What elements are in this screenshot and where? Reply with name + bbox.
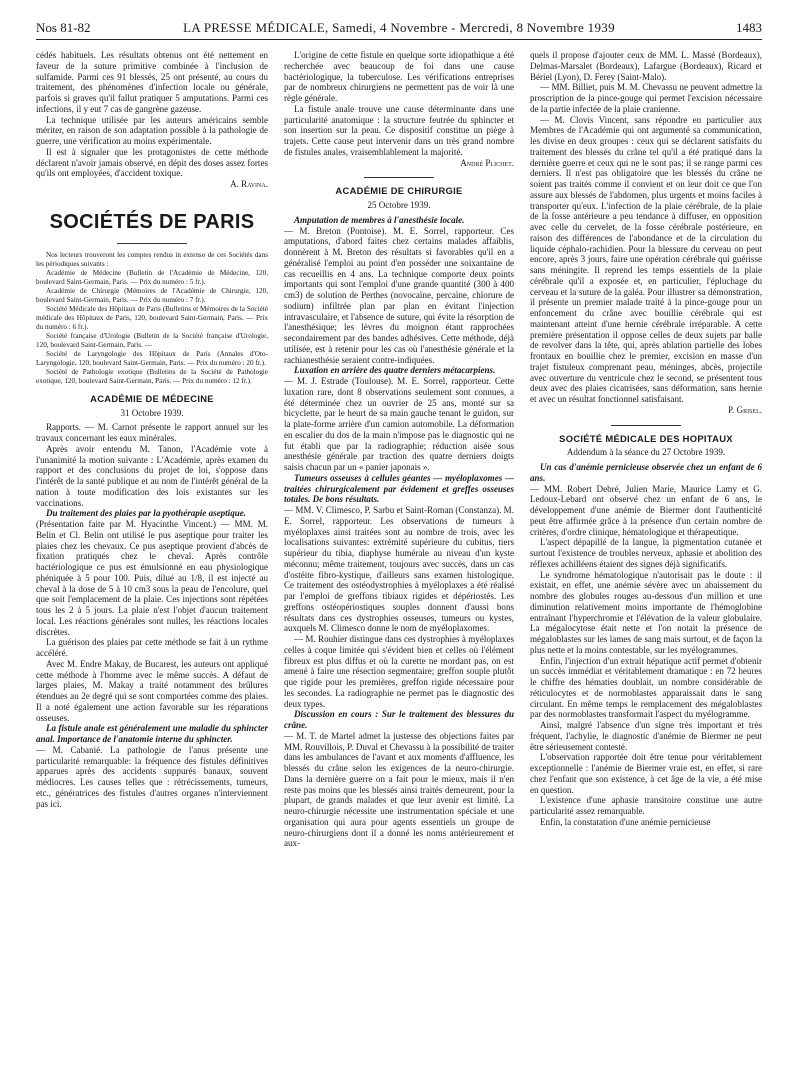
section-title: SOCIÉTÉS DE PARIS — [49, 210, 255, 233]
header-rule — [36, 39, 762, 40]
journal-title: LA PRESSE MÉDICALE, Samedi, 4 Novembre - Mercredi, 8 Novembre 1939 — [183, 20, 615, 35]
paragraph: Le syndrome hématologique n'autorisait pas le doute : il existait, en effet, une anémie sévère avec un abaissement du nombre des globules rouges au-dessous d'un million et une diminution relativement moins importante de l'hémoglobine entraînant l'hyperchromie et l'élévation de la valeur globulaire. La mégalocytose était nette et l'on notait la présence de mégaloblastes sur les lames de sang mais surtout, et de façon la plus nette et la moins contestable, sur les myélogrammes. — [530, 569, 762, 655]
society-entry: Société française d'Urologie (Bulletin de la Société française d'Urologie, 120, boulevard Saint-Germain, Paris. — — [36, 331, 268, 349]
paragraph: Avec M. Endre Makay, de Bucarest, les auteurs ont appliqué cette méthode à l'homme avec le même succès. A défaut de larges plaies, M. Makay a traité notamment des brûlures étendues au 2e degré qui se sont comportées comme des plaies. Il a noté également une action favorable sur les réparations osseuses. — [36, 658, 268, 723]
page-number: 1483 — [736, 20, 762, 35]
paragraph: L'origine de cette fistule en quelque sorte idiopathique a été recherchée avec beaucoup de foi dans une cause bactériologique, la tuberculose. Les vérifications entreprises par de nombreux chirurgiens ne permettent pas de voir là une règle générale. — [284, 50, 514, 103]
paragraph: La guérison des plaies par cette méthode se fait à un rythme accéléré. — [36, 637, 268, 658]
paragraph: L'observation rapportée doit être tenue pour véritablement exceptionnelle : l'anémie de Biermer vraie est, en effet, si rare chez l'enfant que son existence, à cet âge de la vie, a été mise en question. — [530, 752, 762, 795]
paragraph: — M. Cabanié. La pathologie de l'anus présente une particularité remarquable: la fréquence des fistules définitives apparues après des accidents suppurés banaux, souvent médiocres. Les causes telles que : rétrécissements, tumeurs, etc., génératrices des fistules d'autres organes n'interviennent pas ici. — [36, 744, 268, 809]
column-1 — [36, 50, 268, 1040]
paragraph: L'aspect dépapillé de la langue, la pigmentation cutanée et surtout l'existence de troubles nerveux, aphasie et abolition des réflexes achilléens étaient des signes déjà significatifs. — [530, 537, 762, 569]
article-title: Du traitement des plaies par la pyothérapie aseptique. — [46, 508, 247, 519]
signature: A. Ravina. — [230, 179, 268, 189]
society-entry: Société de Pathologie exotique (Bulletins de la Société de Pathologie exotique, 120, boulevard Saint-Germain, Paris. — Prix du numéro : 12 fr.). — [36, 367, 268, 385]
paragraph: — M. T. de Martel admet la justesse des objections faites par MM. Rouvillois, P. Duval et Chevassu à la possibilité de traiter dans les ambulances de l'avant et aux moments d'affluence, les blessés du crâne selon les exigences de la neuro-chirurgie. Dans la dernière guerre on a fait pour le mieux, mais il n'en reste pas moins que les blessés ainsi traités demeurent, pour la plupart, de grands malades et que leur avenir est limité. La neuro-chirurgie nécessite une instrumentation spéciale et une organisation qui aura pour agents essentiels un groupe de neuro-chirurgiens dont il a donné les noms antérieurement et aux- — [284, 730, 514, 849]
paragraph: La fistule anale trouve une cause déterminante dans une particularité anatomique : la structure feutrée du sphincter et son insertion sur la peau. Ce dispositif constitue un piège à trajets. Cette cause peut intervenir dans un très grand nombre de fistules anales, vraisemblablement la majorité. — [284, 103, 514, 157]
paragraph: — MM. Robert Debré, Julien Marie, Maurice Lamy et G. Ledoux-Lebard ont observé chez un enfant de 6 ans, le développement d'une anémie de Biermer dont l'authenticité peut être affirmée grâce à la présence d'un certain nombre de critères, d'ordre clinique, hématologique et thérapeutique. — [530, 483, 762, 537]
society-entry: Académie de Chirurgie (Mémoires de l'Académie de Chirurgie, 120, boulevard Saint-Germain, Paris. — Prix du numéro : 7 fr.). — [36, 286, 268, 304]
paragraph: — M. Clovis Vincent, sans répondre en particulier aux Membres de l'Académie qui ont argumenté sa communication, les divise en deux groupes : ceux qui se déclarent satisfaits du traitement des blessés du crâne tel qu'il a été pratiqué dans la dernière guerre et ceux qui ne le sont pas; il se range parmi ces derniers. Il n'est pas obligatoire que les blessés du crâne ne soient pas traités comme il convient et on leur doit ce que l'on assure aux blessés de l'abdomen, plus urgents et moins faciles à transporter qu'eux. L'infection de la plaie cérébrale, de la plaie de la fosse antérieure a peu tendance à diffuser, en opposition avec celle du cervelet, de la fosse cérébrale postérieure, en raison des différences de l'abondance et de la circulation du liquide céphalo-rachidien. Pour la blessure du cerveau on peut encore, après 3 jours, faire une opération cérébrale qui guérisse sans méningite. Il reprend les temps essentiels de la plaie cérébrale qu'il a exposée et, en particulier, l'épluchage du cerveau et la suture de la galéa. Pour illustrer sa démonstration, il présente un premier malade traité à la pince-gouge pour un enfoncement du crâne avec bouillie cérébrale qui est maintenant atteint d'une hernie cérébrale irréparable. A cette première présentation il oppose celles de deux sujets par balle de revolver dans la tête, qui, après ablation partielle des lobes frontaux en bouillie chez le premier, excision en masse d'un trajet fistuleux comprenant peau, méninges, abcès, projectile avec ouverture du ventricule chez le second, se présentent tous deux avec des plaies cicatrisées, sans déformation, sans hernie et avec un résultat fonctionnel satisfaisant. — [530, 114, 762, 404]
article-title: Discussion en cours : Sur le traitement des blessures du crâne. — [284, 709, 514, 730]
paragraph: Après avoir entendu M. Tanon, l'Académie vote à l'unanimité la motion suivante : L'Académie, après examen du rapport et des conclusions du projet de loi, s'oppose dans l'intérêt de la santé publique et au nom de l'intérêt général de la nation à toute modification des lois existantes sur les vaccinations. — [36, 443, 268, 508]
paragraph: (Présentation faite par M. Hyacinthe Vincent.) — MM. M. Belin et Cl. Belin ont utilisé le pus aseptique pour traiter les plaies chez les chevaux. Ce pus aseptique provient d'abcès de fixation pratiqués chez le cheval. Après contrôle bactériologique ce pus est émulsionné en eau physiologique phéniquée à 5 pour 100. Puis, dilué au 1/8, il est injecté au cheval à la dose de 5 à 10 cm3 sous la peau de l'encolure, quel que soit l'emplacement de la plaie. Ces injections sont répétées tous les 2 à 5 jours. La plaie n'est l'objet d'aucun traitement local. Les réactions générales sont nulles, les réactions locales discrètes. — [36, 519, 268, 637]
paragraph: Enfin, l'injection d'un extrait hépatique actif permet d'obtenir un succès immédiat et véritablement dramatique : en 72 heures le chiffre des hématies doublait, un nombre considérable de réticulocytes et de normoblastes apparaissait dans le sang circulant. En même temps le remplacement des mégaloblastes par des normoblastes transformait l'aspect du myélogramme. — [530, 655, 762, 720]
article-title: La fistule anale est généralement une maladie du sphincter anal. Importance de l'anatomie interne du sphincter. — [36, 723, 268, 744]
article-title: Luxation en arrière des quatre derniers métacarpiens. — [294, 365, 496, 376]
society-heading: ACADÉMIE DE MÉDECINE — [90, 392, 214, 404]
article-title: Tumeurs osseuses à cellules géantes — myéloplaxomes — traitées chirurgicalement par évidement et greffes osseuses totales. De bons résultats. — [284, 472, 514, 505]
signature: André Plichet. — [460, 157, 514, 168]
society-entry: Académie de Médecine (Bulletin de l'Académie de Médecine, 120, boulevard Saint-Germain, Paris. — Prix du numéro : 5 fr.). — [36, 268, 268, 286]
paragraph: L'existence d'une aphasie transitoire constitue une autre particularité assez remarquable. — [530, 795, 762, 816]
paragraph: Il est à signaler que les protagonistes de cette méthode déclarent n'avoir jamais observé, en dépit des doses assez fortes qu'ils ont employées, d'accident toxique. — [36, 146, 268, 179]
society-heading: SOCIÉTÉ MÉDICALE DES HOPITAUX — [559, 432, 733, 444]
issue-number: Nos 81-82 — [36, 20, 91, 35]
society-entry: Société de Laryngologie des Hôpitaux de Paris (Annales d'Oto-Laryngologie, 120, boulevard Saint-Germain, Paris. — Prix du numéro : 20 fr.). — [36, 349, 268, 367]
page-header — [36, 20, 762, 38]
note: Nos lecteurs trouveront les comptes rendus in extenso de ces Sociétés dans les périodiques suivants : — [36, 250, 268, 268]
session-date: 25 Octobre 1939. — [367, 200, 431, 210]
divider — [117, 243, 187, 244]
paragraph: La technique utilisée par les auteurs américains semble mériter, en raison de son adaptation possible à la pathologie de guerre, une vérification au moins expérimentale. — [36, 114, 268, 146]
paragraph: quels il propose d'ajouter ceux de MM. L. Massé (Bordeaux), Delmas-Marsalet (Bordeaux), Lafargue (Bordeaux), Ricard et Bériel (Lyon), D. Ferey (Saint-Malo). — [530, 50, 762, 82]
society-heading: ACADÉMIE DE CHIRURGIE — [335, 185, 463, 197]
divider — [364, 177, 434, 178]
paragraph: — MM. Billiet, puis M. M. Chevassu ne peuvent admettre la proscription de la pince-gouge qui permet l'excision nécessaire de la partie infectée de la plaie cranienne. — [530, 82, 762, 114]
paragraph: Rapports. — M. Carnot présente le rapport annuel sur les travaux concernant les eaux minérales. — [36, 422, 268, 443]
column-3 — [530, 50, 762, 1040]
paragraph: Enfin, la constatation d'une anémie pernicieuse — [540, 816, 711, 827]
signature: P. Grisel. — [727, 404, 762, 415]
divider — [611, 425, 681, 426]
paragraph: — M. Rouhier distingue dans ces dystrophies à myéloplaxes celles à coque limitée qui s'évident bien et celles où l'élément fibreux est plus diffus et où la curette ne mordant pas, on est amené à faire une résection segmentaire; greffon souple plutôt que rigide pour les premières, greffon rigide nécessaire pour les secondes. La radiographie ne permet pas le diagnostic des deux types. — [284, 634, 514, 709]
article-title: Amputation de membres à l'anesthésie locale. — [294, 214, 465, 225]
article-title: Un cas d'anémie pernicieuse observée chez un enfant de 6 ans. — [530, 462, 762, 483]
column-2 — [284, 50, 514, 1040]
session-date: 31 Octobre 1939. — [120, 407, 184, 418]
paragraph: — M. J. Estrade (Toulouse). M. E. Sorrel, rapporteur. Cette luxation rare, dont 8 observations seulement sont connues, a été déterminée chez un ouvrier de 25 ans, monté sur sa bicyclette, par le heurt de sa main gauche tenant le guidon, sur la plate-forme arrière d'un camion automobile. La déformation en escalier du dos de la main n'impose pas le diagnostic qui ne fut établi que par la radiographie; réduction aisée sous anesthésie générale par traction des quatre derniers doigts saisis chacun par un « panier japonais ». — [284, 376, 514, 472]
society-entry: Société Médicale des Hôpitaux de Paris (Bulletins et Mémoires de la Société médicale des Hôpitaux de Paris, 120, boulevard Saint-Germain, Paris. — Prix du numéro : 6 fr.). — [36, 304, 268, 331]
session-date: Addendum à la séance du 27 Octobre 1939. — [566, 447, 726, 458]
paragraph: — M. Breton (Pontoise). M. E. Sorrel, rapporteur. Ces amputations, d'abord faites chez certains malades affaiblis, donnèrent à M. Breton des résultats si favorables qu'il en a généralisé l'emploi au point d'en posséder une soixantaine de cas recueillis en 4 ans. La technique comporte deux points importants qui sont l'emploi d'une grande quantité (300 à 400 cm3) de solution de Perthes (novocaïne, percaïne, chlorure de sodium) infiltrée plan par plan en évitant l'injection intravasculaire, et l'absence de suture, qui évite la résorption de l'anesthésique; les lèvres du moignon étant rapprochées secondairement par des bandes adhésives. Cette méthode, déjà utilisée, est à retenir pour les cas où l'anesthésie générale et la rachianesthésie seraient contre-indiquées. — [284, 225, 514, 365]
paragraph: Ainsi, malgré l'absence d'un signe très important et très fréquent, l'achylie, le diagnostic d'anémie de Biermer ne peut être sérieusement contesté. — [530, 720, 762, 752]
paragraph: cédés habituels. Les résultats obtenus ont été nettement en faveur de la suture primitive combinée à l'inclusion de sulfamide. Parmi ces 91 blessés, 25 ont présenté, au cours du traitement, des phénomènes d'infection locale ou générale, parfois si graves qu'il fallut pratiquer 5 amputations. Parmi ces infections, il y eut 7 cas de gangrène gazeuse. — [36, 50, 268, 114]
paragraph: — MM. V. Climesco, P. Sarbu et Saint-Roman (Constanza). M. E. Sorrel, rapporteur. Les observations de tumeurs à myéloplaxes ainsi traitées sont au nombre de trois, avec les localisations suivantes: extrémité supérieure du cubitus, tiers supérieur du tibia, diaphyse humérale au niveau d'un kyste méconnu; même traitement, toujours avec succès, dans un cas d'ostéite fibro-kystique, d'ailleurs sans examen histologique. Ce traitement des ostéodystrophies à myéloplaxes a été réalisé par l'emploi de greffons tibiaux rigides et dépériostés. Les greffons ostéopériostiques souples donnent d'aussi bons résultats dans ces dystrophies osseuses, tumeurs ou kystes, auxquels M. Climesco donne le nom de myéloplaxomes. — [284, 505, 514, 634]
